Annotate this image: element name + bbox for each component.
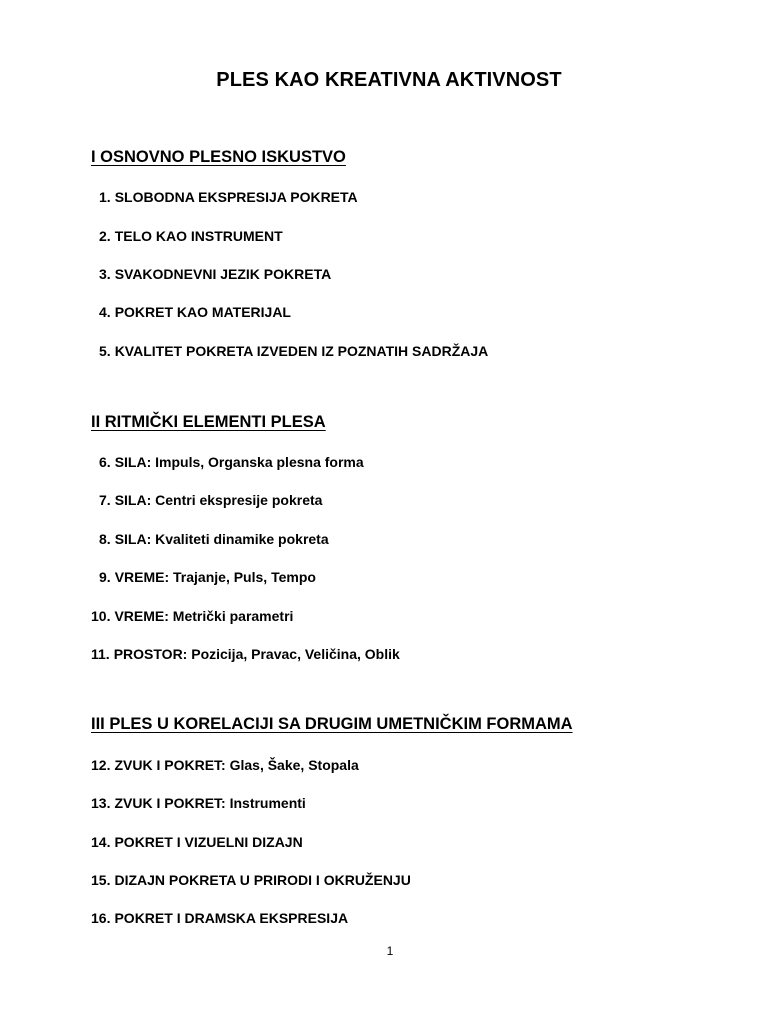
item-number: 2. bbox=[99, 228, 111, 244]
list-item-1 bbox=[99, 187, 358, 207]
list-item-14 bbox=[91, 832, 303, 852]
item-text: POKRET KAO MATERIJAL bbox=[114, 304, 291, 320]
list-item-10 bbox=[91, 606, 293, 626]
item-text: TELO KAO INSTRUMENT bbox=[114, 228, 283, 244]
item-number: 15. bbox=[91, 872, 111, 888]
list-item-8 bbox=[99, 529, 329, 549]
item-number: 14. bbox=[91, 834, 111, 850]
list-item-15 bbox=[91, 870, 411, 890]
list-item-16 bbox=[91, 908, 348, 928]
item-number: 6. bbox=[99, 454, 111, 470]
list-item-13 bbox=[91, 793, 306, 813]
item-text: SVAKODNEVNI JEZIK POKRETA bbox=[114, 266, 332, 282]
item-text: KVALITET POKRETA IZVEDEN IZ POZNATIH SADRŽAJA bbox=[114, 343, 489, 359]
item-number: 16. bbox=[91, 910, 111, 926]
item-text: VREME: Metrički parametri bbox=[114, 608, 294, 624]
item-text: VREME: Trajanje, Puls, Tempo bbox=[114, 569, 316, 585]
item-text: ZVUK I POKRET: Instrumenti bbox=[114, 795, 306, 811]
item-text: SLOBODNA EKSPRESIJA POKRETA bbox=[114, 189, 358, 205]
list-item-3 bbox=[99, 264, 331, 284]
list-item-2 bbox=[99, 226, 283, 246]
item-number: 13. bbox=[91, 795, 111, 811]
item-number: 1. bbox=[99, 189, 111, 205]
item-number: 7. bbox=[99, 492, 111, 508]
item-number: 9. bbox=[99, 569, 111, 585]
item-number: 11. bbox=[91, 646, 110, 662]
list-item-4 bbox=[99, 302, 291, 322]
item-number: 12. bbox=[91, 757, 111, 773]
list-item-6 bbox=[99, 452, 364, 472]
item-number: 10. bbox=[91, 608, 111, 624]
list-item-9 bbox=[99, 567, 316, 587]
section-heading-1: I OSNOVNO PLESNO ISKUSTVO bbox=[91, 148, 346, 166]
item-number: 5. bbox=[99, 343, 111, 359]
item-text: SILA: Kvaliteti dinamike pokreta bbox=[114, 531, 329, 547]
item-text: POKRET I VIZUELNI DIZAJN bbox=[114, 834, 303, 850]
list-item-5 bbox=[99, 341, 488, 361]
item-number: 4. bbox=[99, 304, 111, 320]
document-title: PLES KAO KREATIVNA AKTIVNOST bbox=[216, 69, 562, 91]
list-item-7 bbox=[99, 490, 322, 510]
list-item-12 bbox=[91, 755, 359, 775]
item-text: POKRET I DRAMSKA EKSPRESIJA bbox=[114, 910, 349, 926]
item-text: PROSTOR: Pozicija, Pravac, Veličina, Oblik bbox=[113, 646, 400, 662]
page-number: 1 bbox=[386, 944, 394, 958]
item-text: ZVUK I POKRET: Glas, Šake, Stopala bbox=[114, 757, 359, 773]
list-item-11 bbox=[91, 644, 400, 664]
item-text: DIZAJN POKRETA U PRIRODI I OKRUŽENJU bbox=[114, 872, 411, 888]
item-text: SILA: Impuls, Organska plesna forma bbox=[114, 454, 364, 470]
item-number: 8. bbox=[99, 531, 111, 547]
section-heading-2: II RITMIČKI ELEMENTI PLESA bbox=[91, 413, 326, 431]
item-text: SILA: Centri ekspresije pokreta bbox=[114, 492, 323, 508]
section-heading-3: III PLES U KORELACIJI SA DRUGIM UMETNIČKIM FORMAMA bbox=[91, 715, 573, 733]
item-number: 3. bbox=[99, 266, 111, 282]
